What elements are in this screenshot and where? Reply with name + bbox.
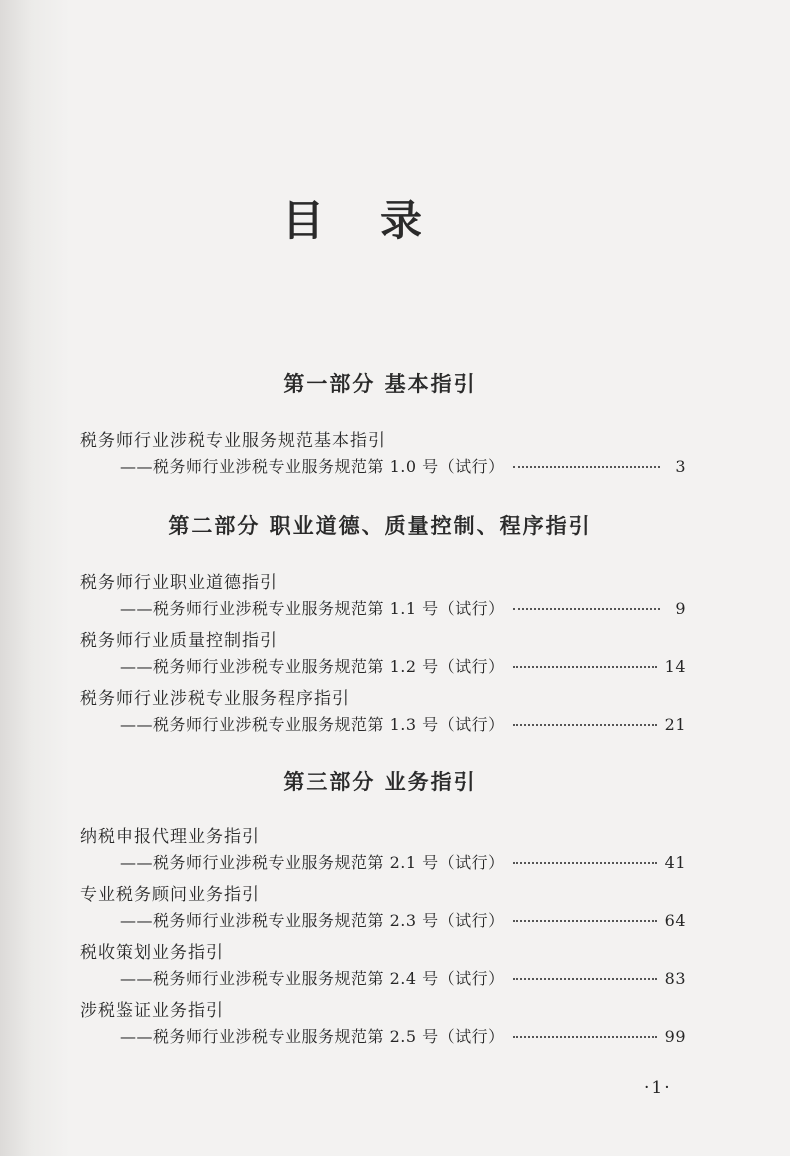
toc-page-number: 41 (664, 853, 686, 872)
toc-page-number: 3 (675, 457, 686, 476)
toc-page-number: 83 (664, 969, 686, 988)
toc-entry-subtitle-text: ——税务师行业涉税专业服务规范第 1.0 号（试行） (120, 457, 505, 476)
dot-leader (513, 724, 657, 726)
toc-entry-subtitle-text: ——税务师行业涉税专业服务规范第 1.3 号（试行） (120, 715, 505, 734)
toc-entry-subtitle[interactable] (120, 966, 686, 988)
toc-page-number: 21 (664, 715, 686, 734)
dot-leader (513, 466, 660, 468)
part-heading-3: 第三部分 业务指引 (283, 770, 477, 794)
toc-entry-subtitle-text: ——税务师行业涉税专业服务规范第 1.2 号（试行） (120, 657, 505, 676)
toc-page-number: 9 (675, 599, 686, 618)
toc-entry-title[interactable]: 税务师行业质量控制指引 (80, 631, 278, 651)
toc-entry-subtitle[interactable] (120, 712, 686, 734)
dot-leader (513, 666, 657, 668)
toc-entry-subtitle-text: ——税务师行业涉税专业服务规范第 1.1 号（试行） (120, 599, 505, 618)
dot-leader (513, 608, 660, 610)
toc-entry-subtitle[interactable] (120, 1024, 686, 1046)
toc-entry-subtitle[interactable] (120, 454, 686, 476)
toc-entry-title[interactable]: 税务师行业职业道德指引 (80, 573, 278, 593)
dot-leader (513, 862, 657, 864)
toc-entry-subtitle[interactable] (120, 908, 686, 930)
toc-entry-title[interactable]: 税收策划业务指引 (80, 943, 224, 963)
dot-leader (513, 1036, 657, 1038)
toc-entry-title[interactable]: 专业税务顾问业务指引 (80, 885, 260, 905)
toc-entry-subtitle[interactable] (120, 596, 686, 618)
page-folio: ·1· (644, 1078, 672, 1098)
part-heading-1: 第一部分 基本指引 (283, 372, 477, 396)
toc-entry-subtitle-text: ——税务师行业涉税专业服务规范第 2.3 号（试行） (120, 911, 505, 930)
dot-leader (513, 920, 657, 922)
toc-entry-title[interactable]: 纳税申报代理业务指引 (80, 827, 260, 847)
part-heading-2: 第二部分 职业道德、质量控制、程序指引 (168, 514, 592, 538)
toc-entry-subtitle-text: ——税务师行业涉税专业服务规范第 2.4 号（试行） (120, 969, 505, 988)
toc-entry-title[interactable]: 税务师行业涉税专业服务规范基本指引 (80, 431, 386, 451)
toc-page-number: 64 (664, 911, 686, 930)
page-title: 目录 (281, 196, 478, 245)
toc-entry-subtitle[interactable] (120, 654, 686, 676)
toc-entry-title[interactable]: 税务师行业涉税专业服务程序指引 (80, 689, 350, 709)
toc-entry-subtitle-text: ——税务师行业涉税专业服务规范第 2.1 号（试行） (120, 853, 505, 872)
dot-leader (513, 978, 657, 980)
toc-entry-title[interactable]: 涉税鉴证业务指引 (80, 1001, 224, 1021)
toc-page-number: 99 (664, 1027, 686, 1046)
toc-entry-subtitle[interactable] (120, 850, 686, 872)
toc-entry-subtitle-text: ——税务师行业涉税专业服务规范第 2.5 号（试行） (120, 1027, 505, 1046)
toc-page-number: 14 (664, 657, 686, 676)
